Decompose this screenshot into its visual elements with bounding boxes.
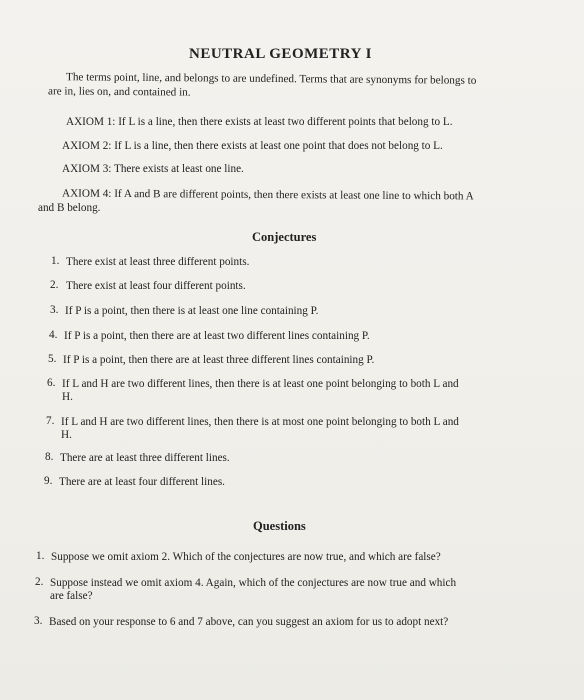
axiom-2: AXIOM 2: If L is a line, then there exists at least one point that does not belong to L. (62, 140, 443, 152)
conjecture-item: If P is a point, then there is at least one line containing P. (65, 305, 319, 317)
conjectures-heading: Conjectures (252, 230, 317, 244)
axiom-4-line-2: and B belong. (38, 202, 101, 214)
intro-line-2: are in, lies on, and contained in. (47, 85, 191, 99)
conjecture-number: 4. (49, 329, 58, 341)
conjecture-number: 3. (50, 304, 59, 316)
conjecture-item-continued: H. (62, 391, 73, 403)
conjecture-number: 6. (47, 377, 56, 389)
conjecture-item: There exist at least three different points. (66, 256, 250, 268)
conjecture-number: 2. (50, 279, 59, 291)
conjecture-number: 5. (48, 353, 57, 365)
conjecture-item: If P is a point, then there are at least three different lines containing P. (63, 354, 375, 366)
conjecture-item: There are at least three different lines. (60, 452, 230, 464)
conjecture-number: 1. (51, 255, 60, 267)
conjecture-item: There are at least four different lines. (59, 476, 225, 488)
conjecture-item: If L and H are two different lines, then there is at least one point belonging to both L and (62, 378, 459, 390)
conjecture-number: 7. (46, 415, 55, 427)
question-number: 2. (35, 576, 44, 588)
intro-line-1: The terms point, line, and belongs to are undefined. Terms that are synonyms for belongs to (65, 71, 477, 87)
conjecture-number: 9. (44, 475, 53, 487)
axiom-4-line-1: AXIOM 4: If A and B are different points, then there exists at least one line to which both A (61, 187, 474, 203)
questions-heading: Questions (253, 519, 306, 533)
question-number: 3. (34, 615, 43, 627)
conjecture-item: There exist at least four different points. (66, 280, 246, 292)
question-item-continued: are false? (50, 590, 93, 602)
axiom-1: AXIOM 1: If L is a line, then there exists at least two different points that belong to L. (66, 116, 453, 128)
question-item: Based on your response to 6 and 7 above, can you suggest an axiom for us to adopt next? (49, 616, 449, 628)
document-title: NEUTRAL GEOMETRY I (189, 46, 372, 62)
question-item: Suppose instead we omit axiom 4. Again, which of the conjectures are now true and which (50, 577, 457, 589)
question-number: 1. (36, 550, 45, 562)
question-item: Suppose we omit axiom 2. Which of the conjectures are now true, and which are false? (51, 551, 441, 563)
conjecture-item-continued: H. (61, 429, 72, 441)
conjecture-item: If P is a point, then there are at least two different lines containing P. (64, 330, 370, 342)
axiom-3: AXIOM 3: There exists at least one line. (62, 163, 244, 175)
conjecture-number: 8. (45, 451, 54, 463)
conjecture-item: If L and H are two different lines, then there is at most one point belonging to both L and (61, 416, 459, 428)
